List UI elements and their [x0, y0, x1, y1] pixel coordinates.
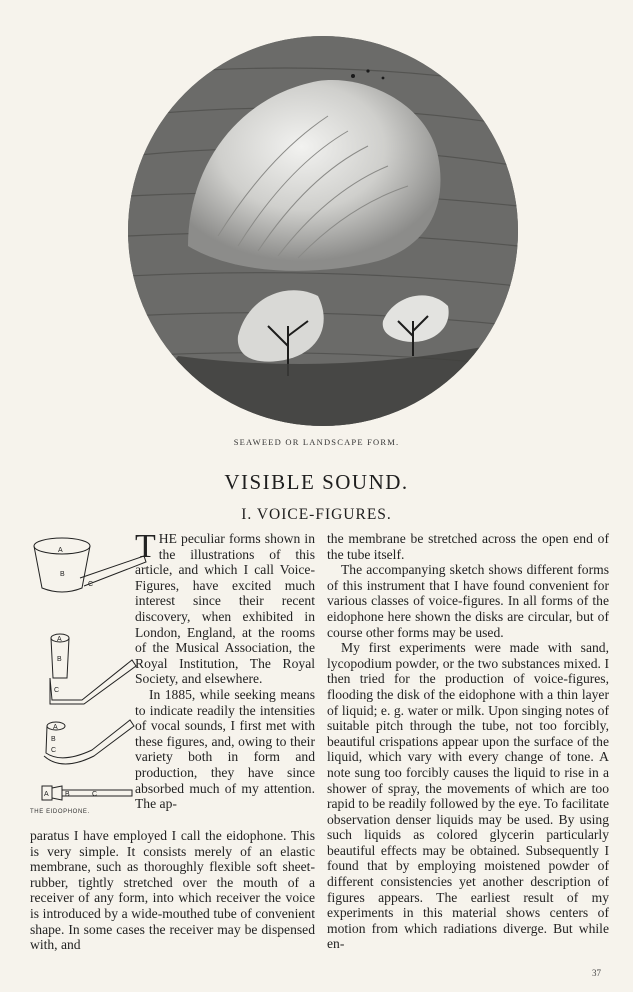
- eidophone-diagram: [22, 528, 152, 808]
- label-c: C: [92, 791, 98, 798]
- label-b: B: [60, 571, 65, 578]
- figure-caption: SEAWEED OR LANDSCAPE FORM.: [233, 437, 400, 447]
- sketch-caption: THE EIDOPHONE.: [30, 809, 90, 815]
- eidophone-sketches: [22, 528, 152, 808]
- paragraph-2-continued: paratus I have employed I call the eidophone. This is very simple. It consists merely of an elastic membrane, such as thoroughly flexible soft sheet-rubber, tightly stretched over the mouth of a receiver of any form, into which receiver the voice is introduced by a wide-mouthed tube of convenient shape. In some cases the receiver may be dispensed with, and: [30, 828, 315, 953]
- label-a: A: [44, 791, 49, 798]
- label-b: B: [57, 656, 62, 663]
- label-c: C: [88, 581, 94, 588]
- paragraph-1-text: HE peculiar forms shown in the illustrations of this article, and which I call Voice-Figures, have excited much interest since their recent discovery, when exhibited in London, England, at the rooms of the Musical Association, the Royal Institution, The Royal Society, and elsewhere.: [135, 531, 315, 687]
- label-a: A: [57, 636, 62, 643]
- section-heading: I. VOICE-FIGURES.: [241, 506, 392, 523]
- label-b: B: [65, 791, 70, 798]
- text-column-left-wide: [30, 828, 315, 953]
- paragraph-3: the membrane be stretched across the open end of the tube itself.: [327, 531, 609, 562]
- label-b: B: [51, 736, 56, 743]
- article-title: VISIBLE SOUND.: [224, 470, 409, 494]
- paragraph-1: [135, 528, 315, 687]
- paragraph-5: My first experiments were made with sand, lycopodium powder, or the two substances mixed. I then tried for the production of voice-figures, flooding the disk of the eidophone with a thin layer of liquid; e. g. water or milk. Upon singing notes of suitable pitch through the tube, not too forcibly, beautiful crispations appear upon the surface of the liquid, which vary with every change of tone. A note sung too forcibly causes the liquid to rise in a shower of spray, the movements of which are too rapid to be readily followed by the eye. To facilitate observation denser liquids may be used. By using such liquids as colored glycerin particularly beautiful effects may be obtained. Subsequently I found that by employing moistened powder of different consistencies yet another description of figures appears. The earliest result of my experiments in this material shows centers of motion from which radiations diverge. But while en-: [327, 640, 609, 952]
- label-c: C: [54, 687, 60, 694]
- label-a: A: [53, 724, 58, 731]
- text-column-right: [327, 531, 609, 952]
- drop-cap: T: [135, 528, 156, 565]
- label-a: A: [58, 547, 63, 554]
- page-number: 37: [592, 968, 601, 978]
- seaweed-landscape-illustration: [128, 36, 518, 426]
- paragraph-4: The accompanying sketch shows different forms of this instrument that I have found convenient for various classes of voice-figures. In all forms of the eidophone here shown the disks are circular, but of course other forms may be used.: [327, 562, 609, 640]
- voice-figure-plate: [128, 36, 518, 426]
- label-c: C: [51, 747, 57, 754]
- paragraph-2: In 1885, while seeking means to indicate readily the intensities of vocal sounds, I first met with these figures, and, owing to their variety both in form and production, they have since absorbed much of my attention. The ap-: [135, 686, 315, 812]
- text-column-left-narrow: [135, 528, 315, 812]
